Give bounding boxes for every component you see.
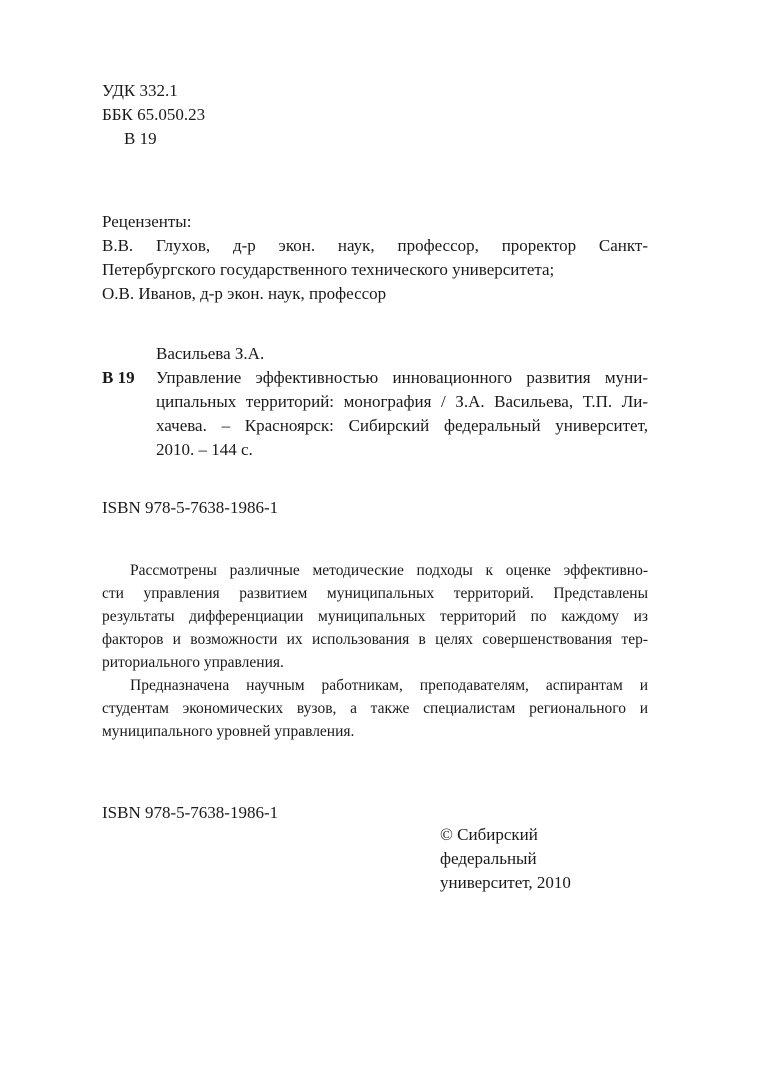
footer-isbn: ISBN 978-5-7638-1986-1 [102,803,279,822]
abstract-line: результаты дифференциации муниципальных территорий по каждому из [102,608,648,625]
abstract-line: студентам экономических вузов, а также специалистам регионального и [102,700,648,717]
copyright-line: федеральный [440,849,537,868]
udk-code: УДК 332.1 [102,81,178,100]
abstract-line: риториального управления. [102,654,284,671]
abstract-line: сти управления развитием муниципальных территорий. Представлены [102,585,648,602]
reviewer-line: В.В. Глухов, д-р экон. наук, профессор, проректор Санкт- [102,236,648,255]
copyright-line: © Сибирский [440,825,538,844]
bib-line: хачева. – Красноярск: Сибирский федеральный университет, [156,416,648,435]
bib-line: ципальных территорий: монография / З.А. Васильева, Т.П. Ли- [156,392,648,411]
bib-author: Васильева З.А. [156,344,265,363]
copyright-line: университет, 2010 [440,873,571,892]
bib-line: Управление эффективностью инновационного развития муни- [156,368,648,387]
reviewer-line: Петербургского государственного технического университета; [102,260,555,279]
bib-mark: В 19 [102,368,135,387]
abstract-line: Предназначена научным работникам, преподавателям, аспирантам и [130,677,648,694]
abstract-line: Рассмотрены различные методические подходы к оценке эффективно- [130,562,648,579]
reviewer-line: О.В. Иванов, д-р экон. наук, профессор [102,284,387,303]
reviewers-heading: Рецензенты: [102,212,192,231]
abstract-line: муниципального уровней управления. [102,723,355,740]
bib-isbn: ISBN 978-5-7638-1986-1 [102,498,279,517]
abstract-line: факторов и возможности их использования в целях совершенствования тер- [102,631,648,648]
author-mark: В 19 [124,129,157,148]
bib-line: 2010. – 144 с. [156,440,253,459]
bbk-code: ББК 65.050.23 [102,105,206,124]
